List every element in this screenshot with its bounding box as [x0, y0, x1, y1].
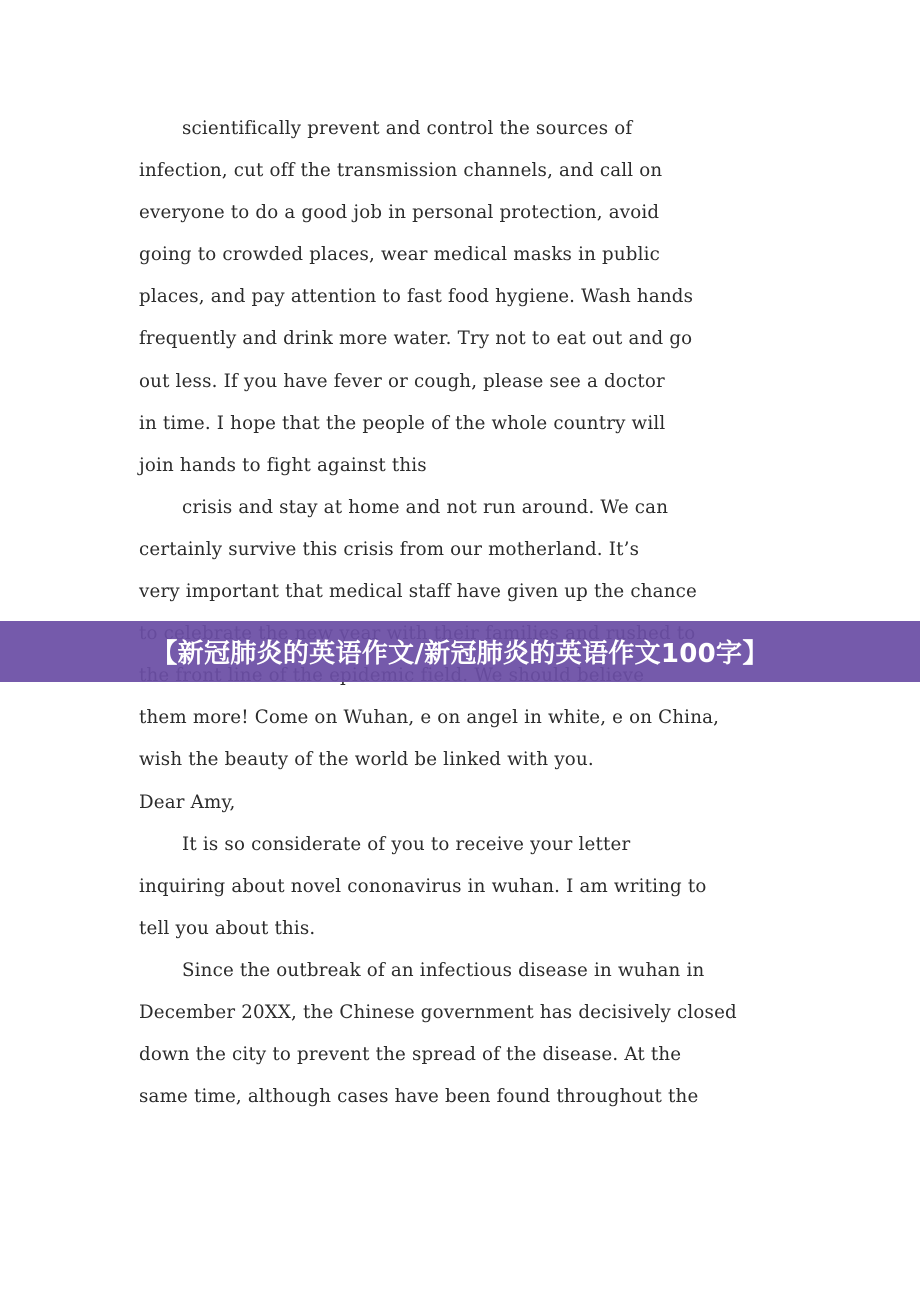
text-line: everyone to do a good job in personal protection, avoid — [139, 202, 660, 224]
text-line: certainly survive this crisis from our motherland. It’s — [139, 538, 640, 560]
text-line: join hands to fight against this — [139, 454, 427, 476]
text-line: down the city to prevent the spread of the disease. At the — [139, 1044, 682, 1066]
salutation: Dear Amy, — [139, 791, 236, 813]
text-line: in time. I hope that the people of the whole country will — [139, 412, 666, 434]
text-line: them more! Come on Wuhan, e on angel in white, e on China, — [139, 707, 720, 729]
title-banner — [0, 621, 920, 682]
banner-title: 【新冠肺炎的英语作文/新冠肺炎的英语作文100字】 — [151, 639, 769, 669]
text-line: crisis and stay at home and not run around. We can — [182, 496, 669, 518]
text-line: places, and pay attention to fast food hygiene. Wash hands — [139, 286, 694, 308]
text-line: very important that medical staff have given up the chance — [139, 581, 697, 603]
text-line: inquiring about novel cononavirus in wuhan. I am writing to — [139, 875, 707, 897]
text-line: going to crowded places, wear medical masks in public — [139, 244, 660, 266]
text-line: It is so considerate of you to receive your letter — [182, 833, 631, 855]
document-body — [139, 108, 799, 1118]
text-line: frequently and drink more water. Try not to eat out and go — [139, 328, 693, 350]
text-line: Since the outbreak of an infectious disease in wuhan in — [182, 959, 705, 981]
text-line: wish the beauty of the world be linked with you. — [139, 749, 594, 771]
text-line: out less. If you have fever or cough, please see a doctor — [139, 370, 665, 392]
text-line: infection, cut off the transmission channels, and call on — [139, 160, 663, 182]
text-line: scientifically prevent and control the sources of — [182, 118, 633, 139]
text-line: tell you about this. — [139, 917, 316, 939]
text-line: December 20XX, the Chinese government has decisively closed — [139, 1001, 737, 1023]
text-line: same time, although cases have been found throughout the — [139, 1086, 699, 1108]
